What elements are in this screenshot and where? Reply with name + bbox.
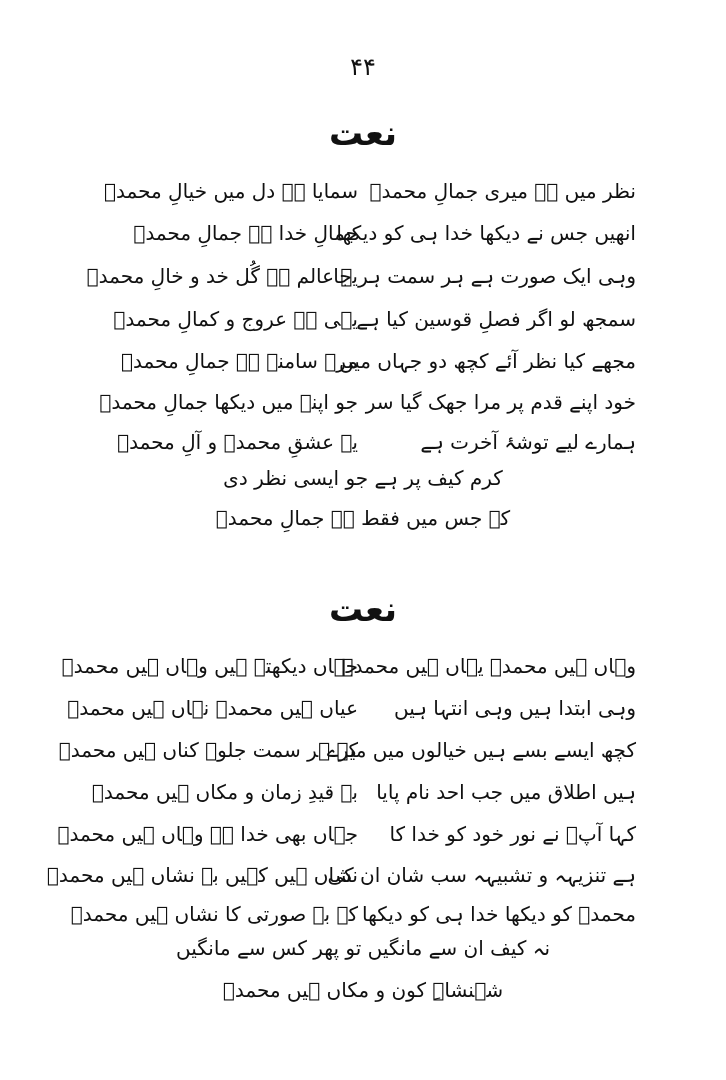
misra-second: نشاں ہیں کہیں بے نشاں ہیں محمدؐ: [46, 863, 358, 887]
closing-line: نہ کیف ان سے مانگیں تو پھر کس سے مانگیں: [175, 936, 551, 960]
misra-second: جمالِ خدا ہے جمالِ محمدؐ: [133, 221, 358, 245]
couplet: [70, 895, 636, 933]
couplet: [58, 731, 636, 769]
misra-second: کہ ہر سمت جلوہ کناں ہیں محمدؐ: [58, 738, 358, 762]
misra-second: جہاں بھی خدا ہے وہاں ہیں محمدؐ: [57, 822, 358, 846]
couplet: [100, 423, 636, 461]
misra-first: ہیں اطلاق میں جب احد نام پایا: [376, 780, 636, 804]
misra-first: سمجھ لو اگر فصلِ قوسین کیا ہے: [356, 307, 636, 331]
couplet: [100, 342, 636, 380]
naat-heading-1: نعت: [329, 114, 397, 154]
misra-second: مرے سامنے ہے جمالِ محمدؐ: [120, 349, 358, 373]
closing-line: شہنشاہِ کون و مکاں ہیں محمدؐ: [222, 978, 504, 1002]
misra-first: ہمارے لیے توشۂ آخرت ہے: [420, 430, 636, 454]
misra-first: وہی ابتدا ہیں وہی انتہا ہیں: [393, 696, 636, 720]
misra-first: وہاں ہیں محمدؐ یہاں ہیں محمدؐ: [341, 654, 636, 678]
couplet: [100, 172, 636, 210]
closing-line: کرم کیف پر ہے جو ایسی نظر دی: [223, 466, 503, 490]
misra-second: یہ عشقِ محمدؐ و آلِ محمدؐ: [117, 430, 358, 454]
couplet: [57, 815, 636, 853]
misra-first: ہے تنزیہہ و تشبیہہ سب شان ان کی: [327, 863, 636, 887]
couplet: [91, 773, 636, 811]
misra-first: محمدؐ کو دیکھا خدا ہی کو دیکھا: [361, 902, 636, 926]
misra-first: نظر میں ہے میری جمالِ محمدؐ: [369, 179, 636, 203]
misra-first: انھیں جس نے دیکھا خدا ہی کو دیکھا: [336, 221, 636, 245]
misra-second: کہ بے صورتی کا نشاں ہیں محمدؐ: [70, 902, 358, 926]
misra-second: سمایا ہے دل میں خیالِ محمدؐ: [104, 179, 358, 203]
naat-heading-2: نعت: [329, 590, 397, 630]
misra-first: کچھ ایسے بسے ہیں خیالوں میں میرے: [326, 738, 636, 762]
misra-first: وہی ایک صورت ہے ہر سمت ہر جا: [333, 264, 636, 288]
misra-second: جو اپنے میں دیکھا جمالِ محمدؐ: [99, 390, 358, 414]
misra-second: یہ عالم ہے گُل خد و خالِ محمدؐ: [86, 264, 358, 288]
misra-second: عیاں ہیں محمدؐ نہاں ہیں محمدؐ: [67, 696, 358, 720]
couplet: [46, 856, 636, 894]
misra-second: بہ قیدِ زمان و مکاں ہیں محمدؐ: [91, 780, 358, 804]
couplet: [100, 383, 636, 421]
misra-first: کہا آپؐ نے نور خود کو خدا کا: [389, 822, 636, 846]
couplet: [100, 300, 636, 338]
couplet: [61, 647, 636, 685]
misra-second: جہاں دیکھتے ہیں وہاں ہیں محمدؐ: [61, 654, 358, 678]
misra-second: یہی ہے عروج و کمالِ محمدؐ: [113, 307, 358, 331]
misra-first: مجھے کیا نظر آئے کچھ دو جہاں میں: [338, 349, 636, 373]
couplet: [86, 257, 636, 295]
couplet: [67, 689, 636, 727]
misra-first: خود اپنے قدم پر مرا جھک گیا سر: [365, 390, 636, 414]
closing-line: کہ جس میں فقط ہے جمالِ محمدؐ: [215, 506, 511, 530]
couplet: [100, 214, 636, 252]
page-number: ۴۴: [350, 53, 376, 81]
